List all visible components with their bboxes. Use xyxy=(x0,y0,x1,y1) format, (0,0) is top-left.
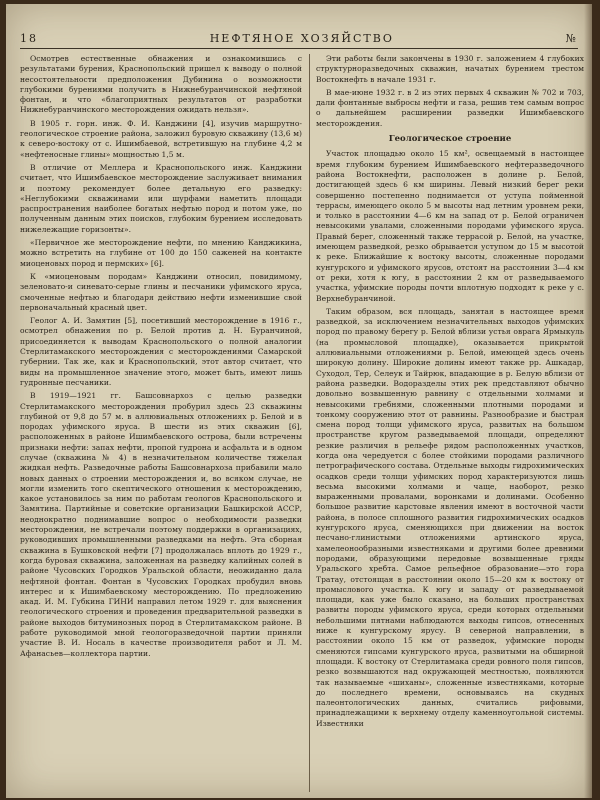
paragraph: Эти работы были закончены в 1930 г. заложением 4 глубоких структурноразведочных скважин, начатых бурением трестом Востокнефть в начале 1931 г. xyxy=(316,54,584,84)
section-title: Геологическое строение xyxy=(388,134,512,145)
paragraph: Таким образом, вся площадь, занятая в настоящее время разведкой, за исключением незначительных выходов уфимских пород по правому берегу р. Белой вблизи устья оврага Ярмыкуль (на промысловой площадке), оказывается прикрытой аллювиальными отложениями р. Белой, имеющей здесь очень широкую долину. Широкие долины имеют также рр. Ашкадар, Суходол, Тер, Селеук и Тайрюк, впадающие в р. Белую вблизи от района разведки. Водоразделы этих рек представляют обычно довольно возвышенную равнину с отдельными холмами и невысокими гребнями, сложенными плотными породами и тонкому сооружению этот от равнины. Разнообразие и быстрая смена пород толщи уфимского яруса, развитых на большом пространстве кругом разведываемой площади, определяют резкие различия в рельефе рядом расположенных участков, когда она чередуется с более стойкими породами различного петрографического состава. Отдельные выходы гидрохимических осадков среди толщи уфимских пород характеризуются лишь весьма высокими холмами и чаще, наоборот, резко выраженными провалами, воронками и долинами. Особенно большое развитие карстовые явления имеют в восточной части района, в полосе сплошного развития гидрохимических осадков кунгурского яруса, сменяющихся при движении на восток песчано-глинистыми отложениями артинского яруса, хамелеонообразными известняками и другими более древними породами, образующими передовые возвышенные гряды Уральского хребта. Самое рельефное образование—это гора Тратау, отстоящая в расстоянии около 15—20 км к востоку от промыслового участка. К югу и западу от разведываемой площади, как уже было сказано, на больших пространствах развиты породы уфимского яруса, среди которых отдельными небольшими пятнами наблюдаются выходы гипсов, отнесенных ниже к кунгурскому ярусу. В северной направлении, в расстоянии около 15 км от разведок, уфимские породы сменяются гипсами кунгурского яруса, развитыми на обширной площади. К востоку от Стерлитамака среди ровного поля гипсов, резко возвышаются над окружающей местностью, появляются так называемые «шиханы», сложенные известняками, которые до последнего времени, основываясь на скудных палеонтологических данных, считались рифовыми, принадлежащими к верхнему отделу каменноугольной системы. Известняки xyxy=(316,306,584,728)
paragraph: «Первичное же месторождение нефти, по мнению Канджикина, можно встретить на глубине от 100 до 150 саженей на контакте миоценовых пород и пермских» [6]. xyxy=(20,238,302,268)
journal-title: НЕФТЯНОЕ ХОЗЯЙСТВО xyxy=(209,31,394,45)
left-column xyxy=(20,54,302,662)
paragraph: К «миоценовым породам» Канджини относил, повидимому, зеленовато-и синевато-серые глины и песчаники уфимского яруса, смоченные нефтью и благодаря действию нефти изменившие свой первоначальный красный цвет. xyxy=(20,271,302,312)
paragraph: В 1919—1921 гг. Башсовнархоз с целью разведки Стерлитамакского месторождения пробурил здесь 23 скважины глубиной от 9,8 до 57 м. в аллювиальных отложениях р. Белой и в породах уфимского яруса. В шести из этих скважин [6], расположенных в районе Ишимбаевского острова, были встречены признаки нефти: запах нефти, пропой гудрона и асфальта и в одном случае (скважина № 4) в незначительном количестве тяжелая жидкая нефть. Разведочные работы Башсовнархоза прибавили мало новых данных о строении месторождения и, во всяком случае, не могли изменить того скептического отношения к месторождению, какое установилось за ним по работам геологов Краснопольского и Замятина. Партийные и советские организации Башкирской АССР, неоднократно поднимавшие вопрос о необходимости разведки месторождения, не встречали поэтому поддержки в организациях, руководивших промышленными разведками на нефть. Эта сборная скважина в Бушковской нефти [7] продолжалась вплоть до 1929 г., когда буровая скважина, заложенная на разведку калийных солей в районе Чусовских Городков Уральской области, неожиданно дала нефтяной фонтан. Фонтан в Чусовских Городках пробудил вновь интерес и к Ишимбаевскому месторождению. По предложению акад. И. М. Губкина ГИНИ направил летом 1929 г. для выяснения геологического строения и проведения предварительной разведки в районе выходов битуминозных пород в Стерлитамакском районе. В работе руководимой мной геологоразведочной партии приняли участие В. И. Носаль в качестве производителя работ и Л. М. Афанасьев—коллектора партии. xyxy=(20,391,302,658)
paragraph: В 1905 г. горн. инж. Ф. И. Канджини [4], изучив маршрутно-геологическое строение района, заложил буровую скважину (13,6 м) к северо-востоку от с. Ишимбаевой, встретившую на глубине 4,2 м «нефтеносные глины» мощностью 1,5 м. xyxy=(20,118,302,159)
page-number: 18 xyxy=(20,31,38,45)
paragraph: В мае-июне 1932 г. в 2 из этих первых 4 скважин № 702 и 703, дали фонтанные выбросы нефти и газа, решив тем самым вопрос о дальнейшем расширении разведки Ишимбаевского месторождения. xyxy=(316,87,584,128)
column-divider xyxy=(309,54,310,792)
page-fold-shadow xyxy=(584,4,592,798)
paragraph: Осмотрев естественные обнажения и ознакомившись с результатами бурения, Краснопольский пришел к выводу о полной несостоятельности предположения Дубинина о возможности глубокими бурениями получить в Нижнебуранчинской нефтяной фонтан, и что «благоприятных результатов от разработки Нижнебуранчинского месторождения ожидать нельзя». xyxy=(20,54,302,115)
journal-page xyxy=(6,4,592,798)
page-header xyxy=(20,30,578,46)
header-rule xyxy=(20,48,578,49)
paragraph: Геолог А. И. Замятин [5], посетивший месторождение в 1916 г., осмотрел обнажения по р. Белой против д. Н. Буранчиной, присоединяется к выводам Краснопольского о полной аналогии Стерлитамакского месторождения с месторождениями Самарской губернии. Так же, как и Краснопольский, этот автор считает, что виды на промышленное значение этого, может быть, имеют лишь гудронные песчаники. xyxy=(20,316,302,387)
paragraph: Участок площадью около 15 км², освещаемый в настоящее время глубоким бурением Ишимбаевского нефтеразведочного района Востокнефти, расположен в долине р. Белой, достигающей здесь 6 км ширины. Левый низкий берег реки совершенно постепенно поднимается от уступа пойменной террасы, имеющего около 5 м высоты над летним уровнем реки, и только в расстоянии 4—6 км на запад от р. Белой ограничен невысокими увалами, сложенными породами уфимского яруса. Правый берег, сложенный также террасой р. Белой, на участке, имеющем разведкой, резко обрывается уступом до 15 м высотой к реке. Ближайшие к востоку высоты, сложенные породами кунгурского и уфимского ярусов, отстоят на расстоянии 3—4 км от реки, хотя к югу, в расстоянии 2 км от разведываемого участка, уфимские породы почти вплотную подходят к реке у с. Верхнебуранчиной. xyxy=(316,149,584,303)
paragraph: В отличие от Меллера и Краснопольского инж. Канджини считает, что Ишимбаевское месторождение заслуживает внимания и поэтому рекомендует более детальную его разведку: «Неглубокими скважинами или шурфами наметить площади распространения наиболее богатых нефтью пород и потом уже, по полученным данным этих поисков, глубоким бурением исследовать нижележащие горизонты». xyxy=(20,162,302,234)
right-column xyxy=(316,54,584,732)
issue-number: № xyxy=(565,31,578,45)
